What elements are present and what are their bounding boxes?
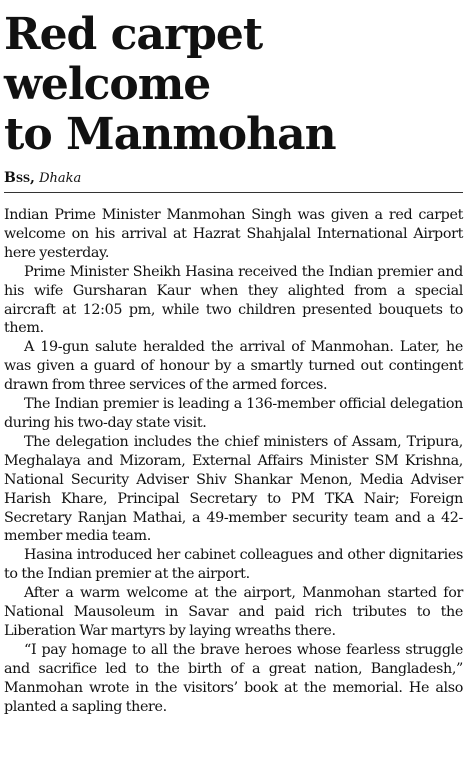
byline	[4, 170, 463, 187]
byline-divider	[4, 192, 463, 193]
byline-agency: Bss,	[4, 170, 35, 186]
headline	[4, 10, 463, 160]
paragraph-7: After a warm welcome at the airport, Manmohan started for National Mausoleum in Savar and paid rich tributes to the Liberation War martyrs by laying wreaths there.	[4, 585, 463, 639]
paragraph-6: Hasina introduced her cabinet colleagues and other dignitaries to the Indian premier at the airport.	[4, 547, 463, 583]
paragraph-1: Indian Prime Minister Manmohan Singh was given a red carpet welcome on his arrival at Hazrat Shahjalal International Airport here yesterday.	[4, 207, 463, 261]
byline-place: Dhaka	[39, 171, 82, 186]
article-body	[4, 206, 463, 716]
paragraph-8: “I pay homage to all the brave heroes whose fearless struggle and sacrifice led to the birth of a great nation, Bangladesh,” Manmohan wrote in the visitors’ book at the memorial. He also planted a sapling there.	[4, 641, 463, 715]
paragraph-3: A 19-gun salute heralded the arrival of Manmohan. Later, he was given a guard of honour by a smartly turned out contingent drawn from three services of the armed forces.	[4, 339, 463, 394]
paragraph-2: Prime Minister Sheikh Hasina received the Indian premier and his wife Gursharan Kaur when they alighted from a special aircraft at 12:05 pm, while two children presented bouquets to them.	[4, 263, 463, 337]
headline-line-2: to Manmohan	[4, 109, 336, 160]
headline-line-1: Red carpet welcome	[4, 9, 263, 110]
news-article	[4, 0, 463, 716]
paragraph-4: The Indian premier is leading a 136-member official delegation during his two-day state visit.	[4, 396, 463, 431]
paragraph-5: The delegation includes the chief ministers of Assam, Tripura, Meghalaya and Mizoram, External Affairs Minister SM Krishna, National Security Adviser Shiv Shankar Menon, Media Adviser Harish Khare, Principal Secretary to PM TKA Nair; Foreign Secretary Ranjan Mathai, a 49-member security team and a 42-member media team.	[4, 433, 463, 545]
